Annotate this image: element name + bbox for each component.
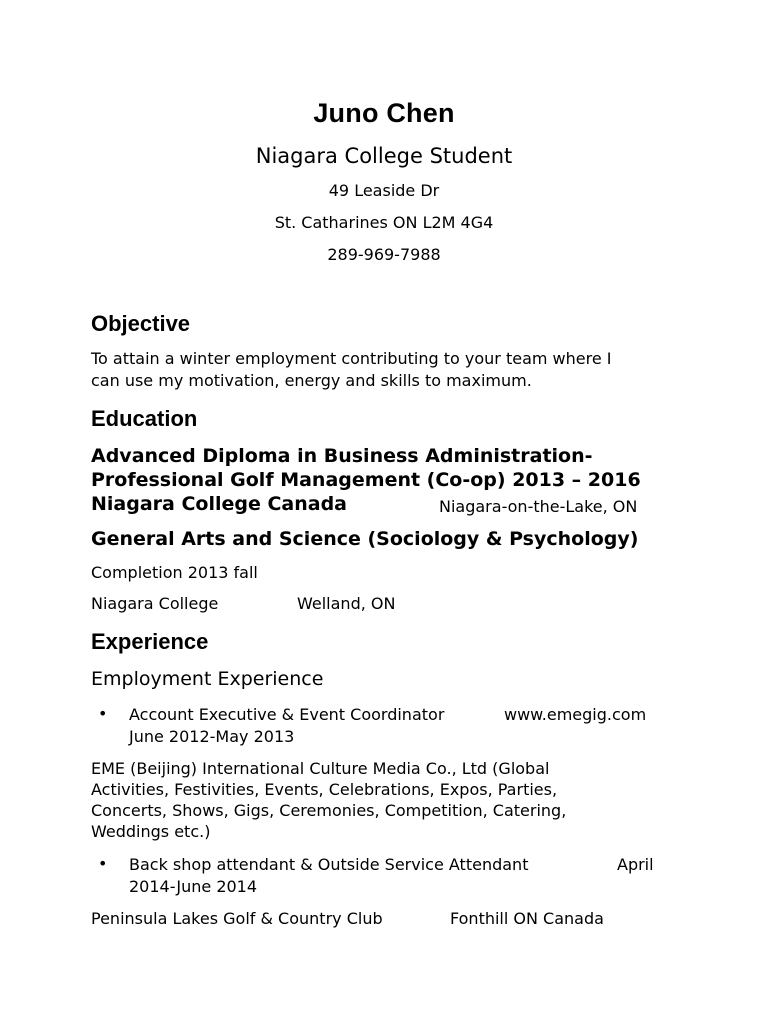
job1-website: www.emegig.com [504, 705, 647, 724]
address-line-2: St. Catharines ON L2M 4G4 [274, 213, 494, 232]
objective-heading: Objective [91, 311, 191, 336]
job1-desc-line-3: Concerts, Shows, Gigs, Ceremonies, Competition, Catering, [91, 801, 567, 820]
program1-school: Niagara College Canada [91, 493, 348, 515]
job1-bullet: • [98, 704, 108, 723]
experience-heading: Experience [91, 629, 209, 654]
program2-title: General Arts and Science (Sociology & Psychology) [91, 528, 639, 550]
job2-title: Back shop attendant & Outside Service Attendant [129, 855, 529, 874]
objective-line-1: To attain a winter employment contributing to your team where I [91, 349, 612, 368]
program1-title-line-2: Professional Golf Management (Co-op) 2013 – 2016 [91, 469, 641, 491]
job2-employer: Peninsula Lakes Golf & Country Club [91, 909, 383, 928]
program2-school: Niagara College [91, 594, 219, 613]
objective-line-2: can use my motivation, energy and skills to maximum. [91, 371, 532, 390]
job2-bullet: • [98, 854, 108, 873]
job1-title: Account Executive & Event Coordinator [129, 705, 445, 724]
program1-title-line-1: Advanced Diploma in Business Administration- [91, 445, 593, 467]
applicant-name: Juno Chen [313, 98, 455, 128]
job1-desc-line-2: Activities, Festivities, Events, Celebrations, Expos, Parties, [91, 780, 558, 799]
education-heading: Education [91, 406, 198, 431]
address-line-1: 49 Leaside Dr [328, 181, 440, 200]
employment-subheading: Employment Experience [91, 668, 324, 690]
job2-location: Fonthill ON Canada [450, 909, 604, 928]
job1-dates: June 2012-May 2013 [129, 727, 295, 746]
job1-desc-line-1: EME (Beijing) International Culture Media Co., Ltd (Global [91, 759, 550, 778]
phone-number: 289-969-7988 [327, 245, 441, 264]
program2-completion: Completion 2013 fall [91, 563, 258, 582]
applicant-subtitle: Niagara College Student [255, 144, 513, 168]
program1-location: Niagara-on-the-Lake, ON [439, 497, 638, 516]
job2-dates-part-1: April [617, 855, 654, 874]
job1-desc-line-4: Weddings etc.) [91, 822, 211, 841]
program2-location: Welland, ON [297, 594, 396, 613]
job2-dates-part-2: 2014-June 2014 [129, 877, 258, 896]
